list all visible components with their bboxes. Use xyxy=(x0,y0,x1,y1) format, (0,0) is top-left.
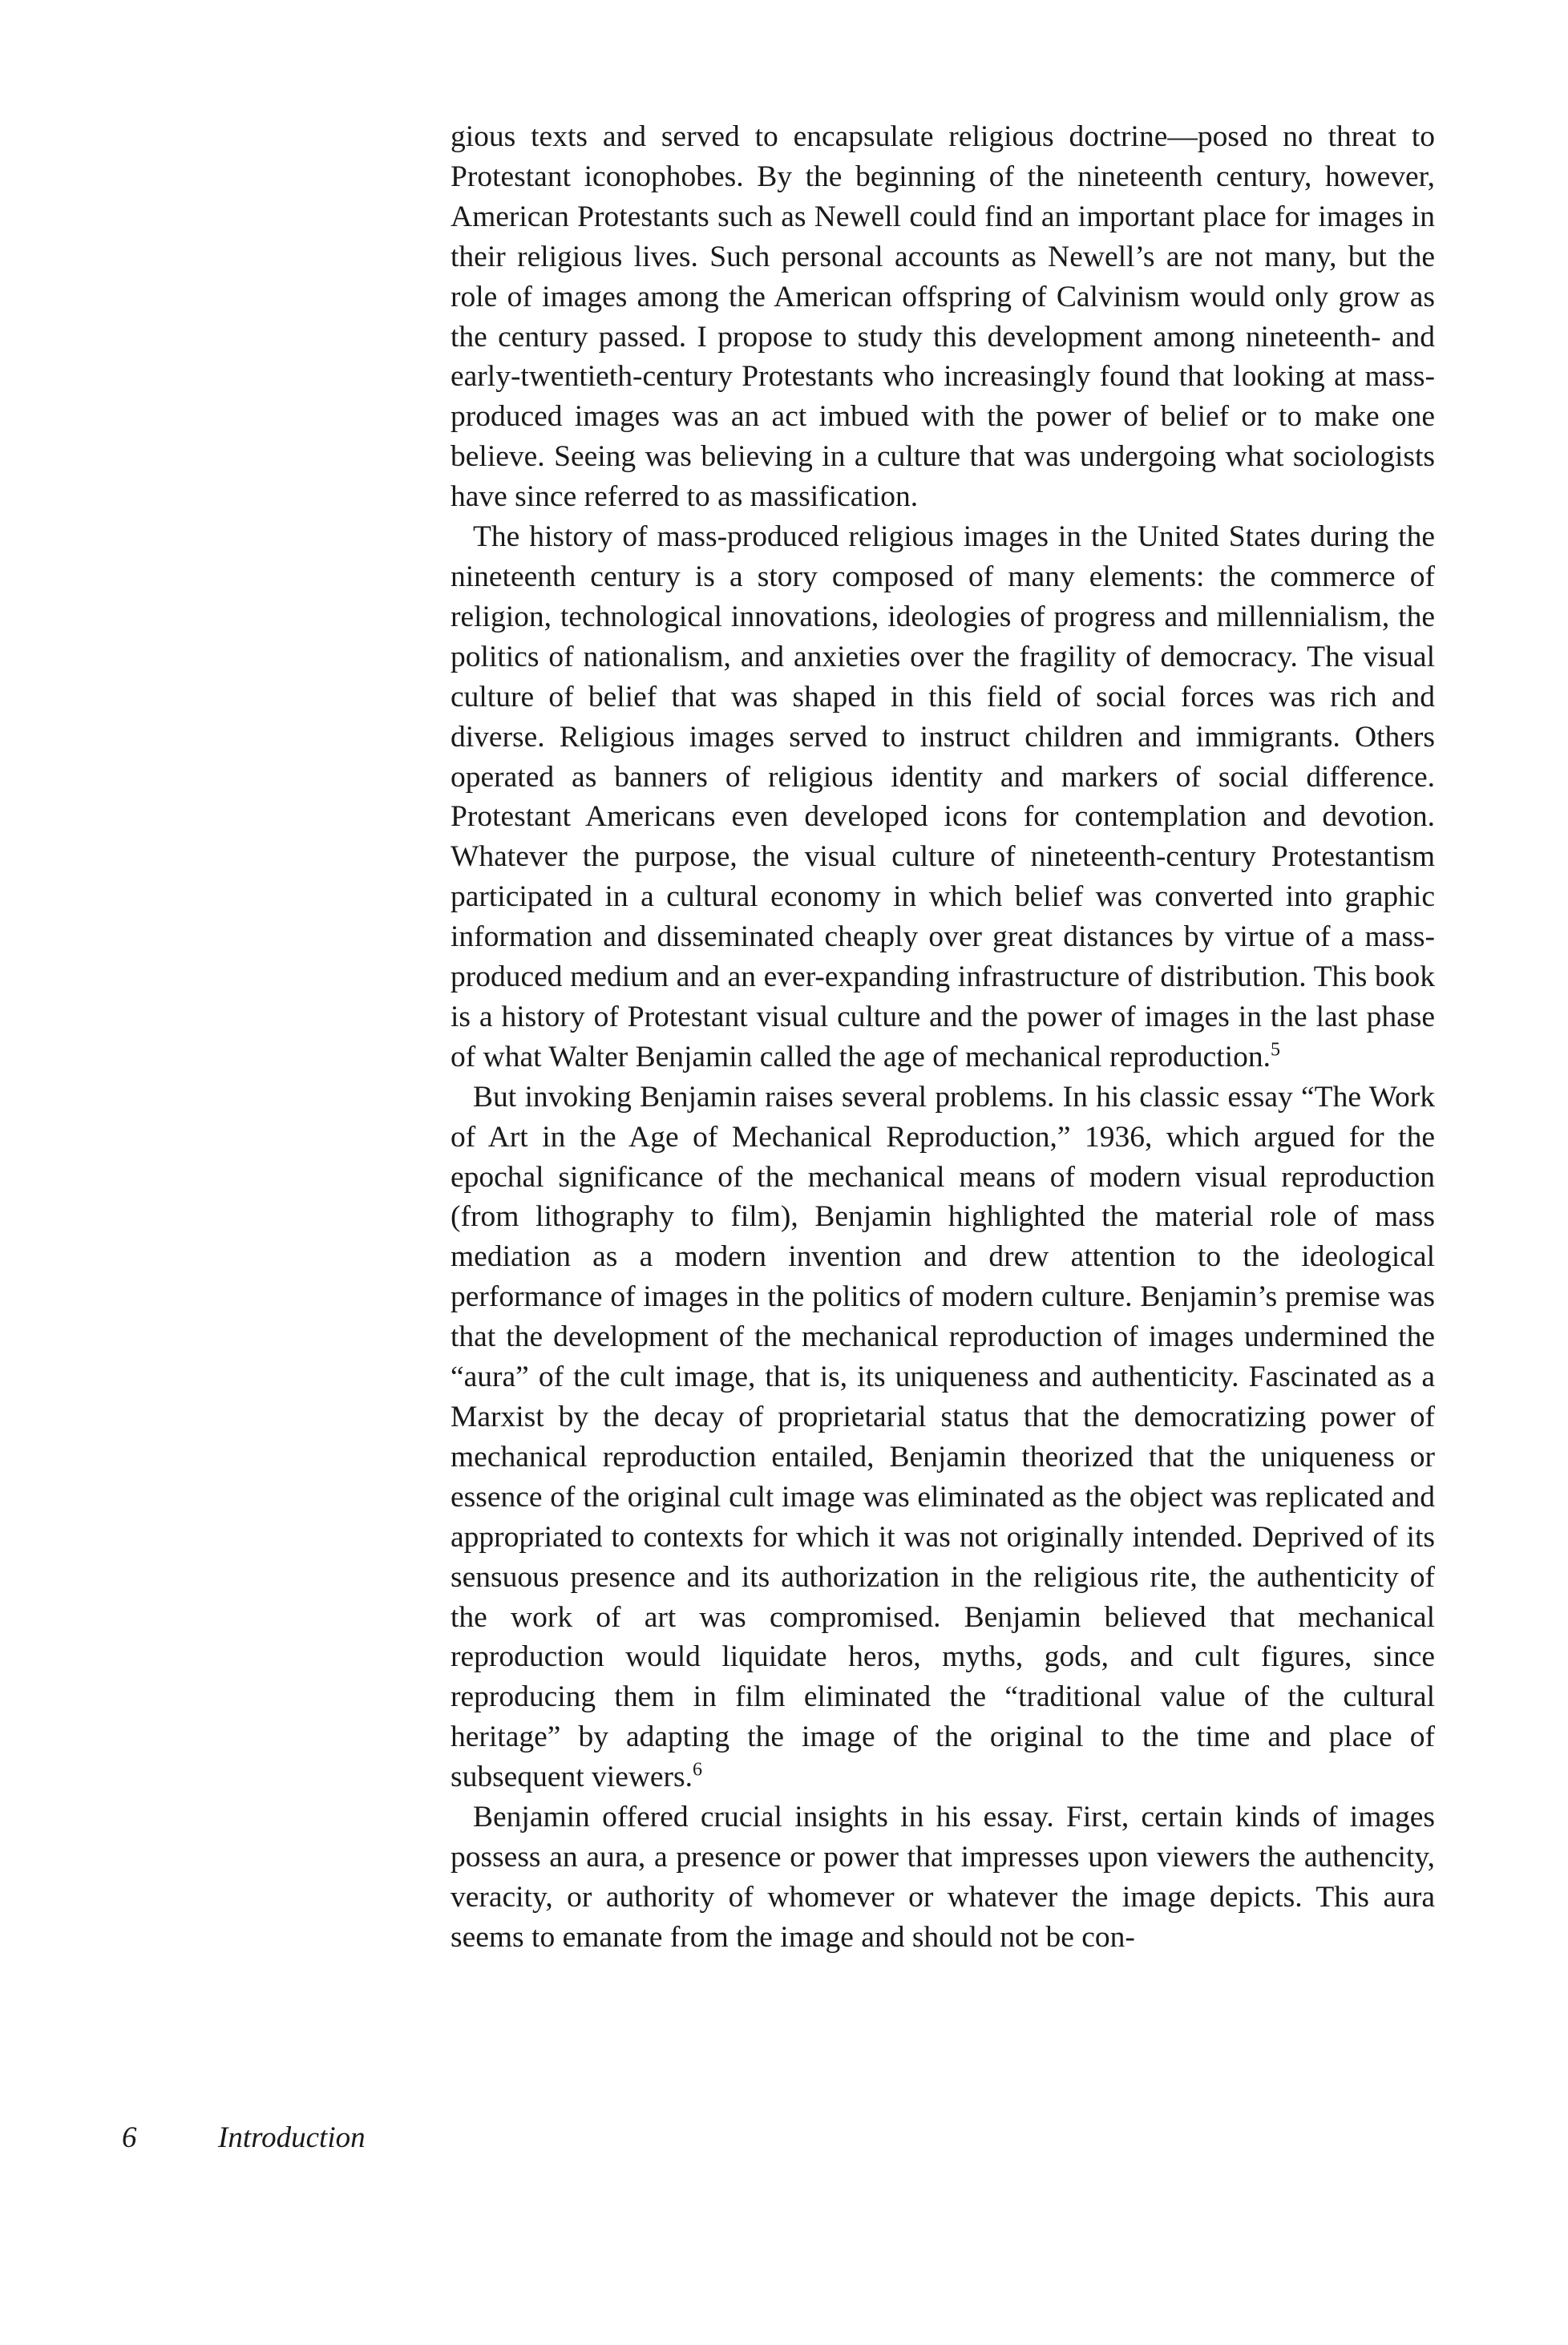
paragraph-2 xyxy=(451,517,1435,1077)
page-number: 6 xyxy=(122,2121,137,2154)
body-text xyxy=(451,117,1435,1958)
paragraph-3-text: But invoking Benjamin raises several problems. In his classic essay “The Work of Art in the Age of Mechanical Reproduction,” 1936, which argued for the epochal significance of the mechanical means of modern visual reproduction (from lithography to film), Benjamin highlighted the material role of mass mediation as a modern invention and drew attention to the ideological performance of images in the politics of modern culture. Benjamin’s premise was that the development of the mechanical reproduction of images undermined the “aura” of the cult image, that is, its uniqueness and authenticity. Fascinated as a Marxist by the decay of proprietarial status that the democratizing power of mechanical reproduction entailed, Benjamin theorized that the uniqueness or essence of the original cult image was eliminated as the object was replicated and appropriated to contexts for which it was not originally intended. Deprived of its sensuous presence and its authorization in the religious rite, the authenticity of the work of art was compromised. Benjamin believed that mechanical reproduction would liquidate heros, myths, gods, and cult figures, since reproducing them in film eliminated the “traditional value of the cultural heritage” by adapting the image of the original to the time and place of subsequent viewers. xyxy=(451,1080,1435,1794)
running-title: Introduction xyxy=(218,2121,366,2154)
running-footer xyxy=(122,2121,366,2155)
footnote-marker-5: 5 xyxy=(1270,1039,1280,1061)
paragraph-4 xyxy=(451,1797,1435,1958)
paragraph-3 xyxy=(451,1077,1435,1797)
paragraph-2-text: The history of mass-produced religious images in the United States during the nineteenth century is a story composed of many elements: the commerce of religion, technological innovations, ideologies of progress and millennialism, the politics of nationalism, and anxieties over the fragility of democracy. The visual culture of belief that was shaped in this field of social forces was rich and diverse. Religious images served to instruct children and immigrants. Others operated as banners of religious identity and markers of social difference. Protestant Americans even developed icons for contemplation and devotion. Whatever the purpose, the visual culture of nineteenth-century Protestantism participated in a cultural economy in which belief was converted into graphic information and disseminated cheaply over great distances by virtue of a mass-produced medium and an ever-expanding infrastructure of distribution. This book is a history of Protestant visual culture and the power of images in the last phase of what Walter Benjamin called the age of mechanical reproduction. xyxy=(451,520,1435,1073)
paragraph-1-text: gious texts and served to encapsulate religious doctrine—posed no threat to Protestant iconophobes. By the beginning of the nineteenth century, however, American Protestants such as Newell could find an important place for images in their religious lives. Such personal accounts as Newell’s are not many, but the role of images among the American offspring of Calvinism would only grow as the century passed. I propose to study this development among nineteenth- and early-twentieth-century Protestants who increasingly found that looking at mass-produced images was an act imbued with the power of belief or to make one believe. Seeing was believing in a culture that was undergoing what sociologists have since referred to as massification. xyxy=(451,120,1435,514)
paragraph-1 xyxy=(451,117,1435,517)
paragraph-4-text: Benjamin offered crucial insights in his essay. First, certain kinds of images possess an aura, a presence or power that impresses upon viewers the authencity, veracity, or authority of whomever or whatever the image depicts. This aura seems to emanate from the image and should not be con- xyxy=(451,1801,1435,1954)
footnote-marker-6: 6 xyxy=(693,1759,703,1781)
